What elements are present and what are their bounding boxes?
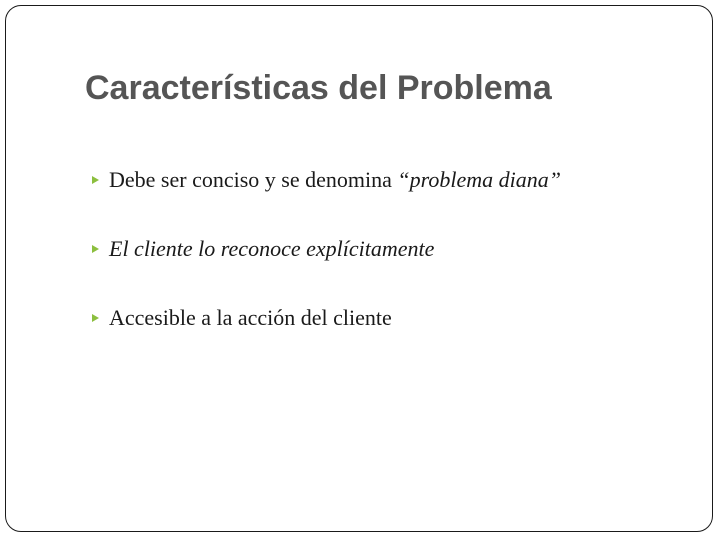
arrow-bullet-icon — [89, 171, 107, 189]
slide-title: Características del Problema — [85, 69, 552, 107]
bullet-text-part-italic: El cliente lo reconoce explícitamente — [109, 236, 435, 261]
bullet-text — [109, 167, 561, 193]
bullet-text-part: Accesible a la acción del cliente — [109, 305, 392, 330]
bullet-text — [109, 305, 392, 331]
arrow-bullet-icon — [89, 309, 107, 327]
bullet-text-part: Debe ser conciso y se denomina — [109, 167, 398, 192]
slide-frame — [5, 5, 713, 532]
bullet-text — [109, 236, 434, 262]
bullet-text-part-italic: “problema diana” — [397, 167, 561, 192]
bullet-item — [89, 296, 561, 340]
bullet-list — [89, 158, 561, 365]
bullet-item — [89, 158, 561, 202]
arrow-bullet-icon — [89, 240, 107, 258]
bullet-item — [89, 227, 561, 271]
